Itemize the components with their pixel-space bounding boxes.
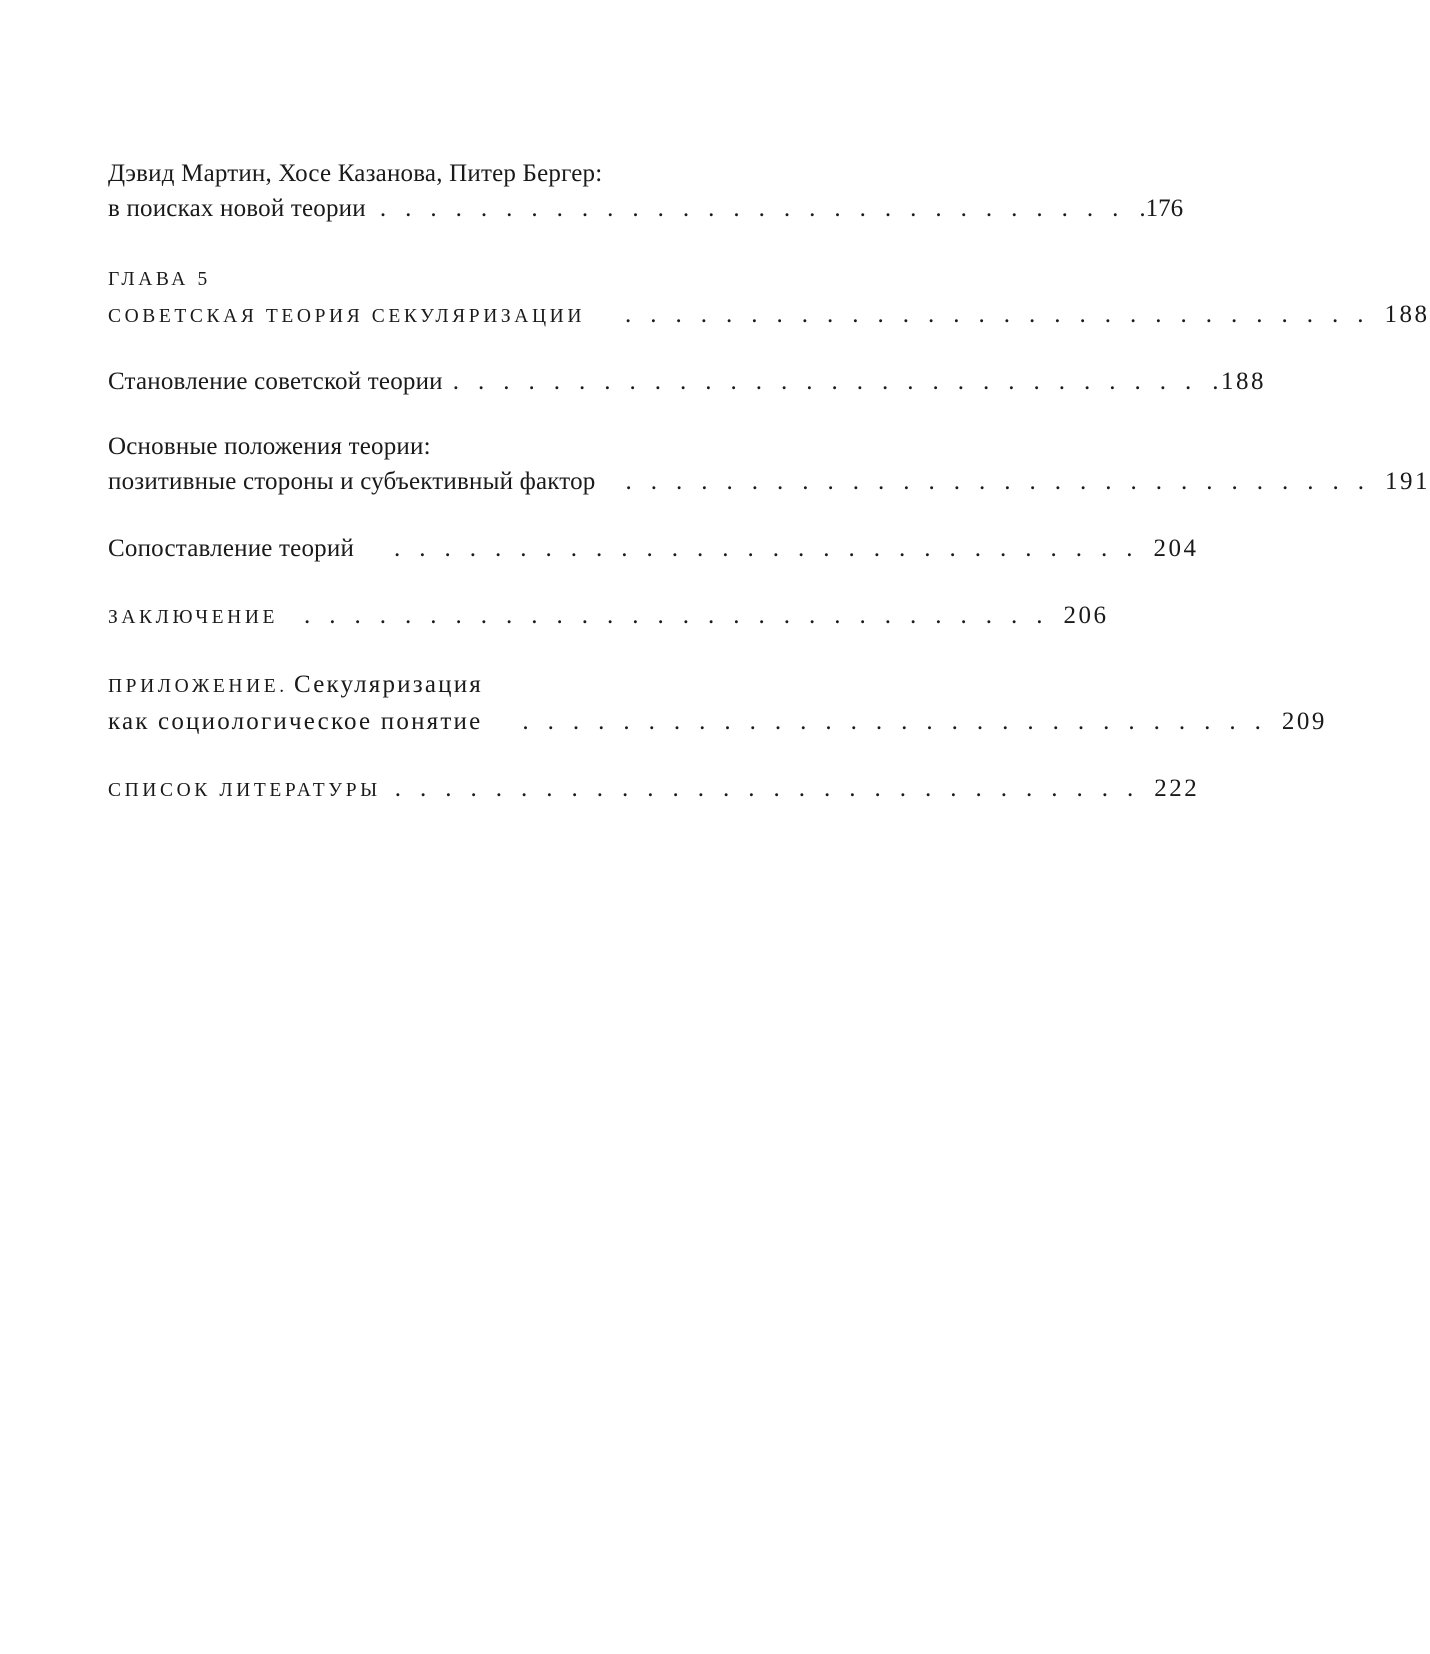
toc-entry-last-line bbox=[108, 297, 1430, 334]
dot-leader: .............................. bbox=[394, 535, 1152, 562]
toc-entry-last-line bbox=[108, 598, 1109, 635]
appendix-title-end: как социологическое понятие bbox=[108, 708, 483, 735]
toc-entry-title-line: в поисках новой теории bbox=[108, 195, 366, 222]
toc-entry-last-line bbox=[108, 191, 1184, 226]
page-number: .188 bbox=[1212, 368, 1267, 395]
dot-leader: .............................. bbox=[379, 195, 1138, 222]
toc-entry-last-line bbox=[108, 704, 1327, 739]
page-number: 222 bbox=[1154, 775, 1200, 802]
toc-entry-title-line: Сопоставление теорий bbox=[108, 535, 355, 562]
page-number: 209 bbox=[1281, 708, 1327, 735]
chapter-title: СОВЕТСКАЯ ТЕОРИЯ СЕКУЛЯРИЗАЦИИ bbox=[108, 306, 586, 327]
page-number: 204 bbox=[1153, 535, 1199, 562]
appendix-label: ПРИЛОЖЕНИЕ. bbox=[108, 676, 288, 697]
toc-entry-title-line: Дэвид Мартин, Хосе Казанова, Питер Бергер: bbox=[108, 160, 603, 187]
toc-conclusion[interactable] bbox=[108, 598, 1109, 635]
section-title: СПИСОК ЛИТЕРАТУРЫ bbox=[108, 780, 381, 801]
toc-entry-title-line bbox=[108, 667, 876, 704]
page-number: 191 bbox=[1385, 468, 1430, 495]
toc-entry-last-line bbox=[108, 464, 1430, 499]
dot-leader: .............................. bbox=[522, 708, 1280, 735]
toc-entry-formation[interactable] bbox=[108, 364, 1267, 399]
toc-entry-last-line bbox=[108, 364, 1267, 399]
toc-appendix[interactable] bbox=[108, 667, 1327, 739]
dot-leader: .............................. bbox=[625, 301, 1383, 328]
dot-leader: .............................. bbox=[452, 368, 1211, 395]
page-number: .176 bbox=[1139, 195, 1184, 222]
section-title: ЗАКЛЮЧЕНИЕ bbox=[108, 607, 279, 628]
toc-entry-title-line: позитивные стороны и субъективный фактор bbox=[108, 468, 596, 495]
page-number: 188 bbox=[1384, 301, 1430, 328]
toc-entry-comparison[interactable] bbox=[108, 531, 1199, 566]
toc-entry-last-line bbox=[108, 771, 1200, 808]
toc-chapter-5[interactable] bbox=[108, 262, 1430, 334]
table-of-contents bbox=[108, 156, 1430, 808]
appendix-title-start: Секуляризация bbox=[294, 671, 483, 698]
toc-entry-martin-casanova-berger[interactable] bbox=[108, 156, 1184, 226]
page-number: 206 bbox=[1063, 602, 1109, 629]
dot-leader: .............................. bbox=[394, 775, 1153, 802]
toc-bibliography[interactable] bbox=[108, 771, 1200, 808]
dot-leader: .............................. bbox=[625, 468, 1384, 495]
toc-entry-title-line: Основные положения теории: bbox=[108, 433, 431, 460]
toc-entry-last-line bbox=[108, 531, 1199, 566]
chapter-label: ГЛАВА 5 bbox=[108, 269, 211, 290]
toc-entry-title-line: Становление советской теории bbox=[108, 368, 443, 395]
toc-entry-principles[interactable] bbox=[108, 429, 1430, 499]
dot-leader: .............................. bbox=[304, 602, 1062, 629]
